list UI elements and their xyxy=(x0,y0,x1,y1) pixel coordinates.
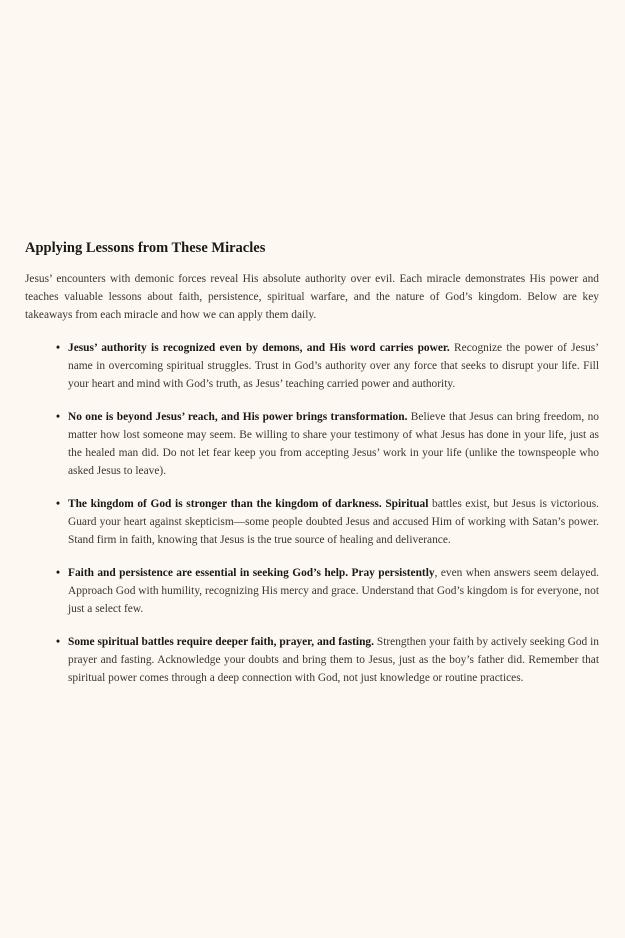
intro-paragraph: Jesus’ encounters with demonic forces reveal His absolute authority over evil. Each miracle demonstrates His power and teaches valuable lessons about faith, persistence, spiritual warfare, and the nature of God’s kingdom. Below are key takeaways from each miracle and how we can apply them daily. xyxy=(25,273,599,321)
lesson-lead: Some spiritual battles require deeper faith, prayer, and fasting. xyxy=(68,636,374,648)
lesson-body: battles exist, but Jesus is victorious. Guard your heart against skepticism—some people doubted Jesus and accused Him of working with Satan’s power. Stand firm in faith, knowing that Jesus is the true source of healing and deliverance. xyxy=(68,498,599,546)
bullet-icon: • xyxy=(56,411,60,423)
lesson-lead: No one is beyond Jesus’ reach, and His power brings transformation. xyxy=(68,411,408,423)
lessons-list xyxy=(25,339,599,687)
lesson-lead: Jesus’ authority is recognized even by demons, and His word carries power. xyxy=(68,342,450,354)
lesson-item-2 xyxy=(56,408,599,480)
page-content xyxy=(25,238,599,702)
bullet-icon: • xyxy=(56,498,60,510)
bullet-icon: • xyxy=(56,342,60,354)
lesson-item-4 xyxy=(56,564,600,618)
lesson-lead: Faith and persistence are essential in seeking God’s help. Pray persistently xyxy=(68,567,435,579)
lesson-item-1 xyxy=(56,339,599,393)
lesson-lead: The kingdom of God is stronger than the kingdom of darkness. Spiritual xyxy=(68,498,429,510)
bullet-icon: • xyxy=(56,636,60,648)
lesson-body: , even when answers seem delayed. Approach God with humility, recognizing His mercy and grace. Understand that God’s kingdom is for everyone, not just a select few. xyxy=(68,567,600,615)
lesson-item-3 xyxy=(56,495,599,549)
lesson-body: Believe that Jesus can bring freedom, no matter how lost someone may seem. Be willing to share your testimony of what Jesus has done in your life, just as the healed man did. Do not let fear keep you from accepting Jesus’ work in your life (unlike the townspeople who asked Jesus to leave). xyxy=(68,411,599,477)
lesson-body: Strengthen your faith by actively seeking God in prayer and fasting. Acknowledge your doubts and bring them to Jesus, just as the boy’s father did. Remember that spiritual power comes through a deep connection with God, not just knowledge or routine practices. xyxy=(68,636,599,684)
bullet-icon: • xyxy=(56,567,60,579)
lesson-item-5 xyxy=(56,633,599,687)
lesson-body: Recognize the power of Jesus’ name in overcoming spiritual struggles. Trust in God’s authority over any force that seeks to disrupt your life. Fill your heart and mind with God’s truth, as Jesus’ teaching carried power and authority. xyxy=(68,342,599,390)
section-heading: Applying Lessons from These Miracles xyxy=(25,240,266,256)
